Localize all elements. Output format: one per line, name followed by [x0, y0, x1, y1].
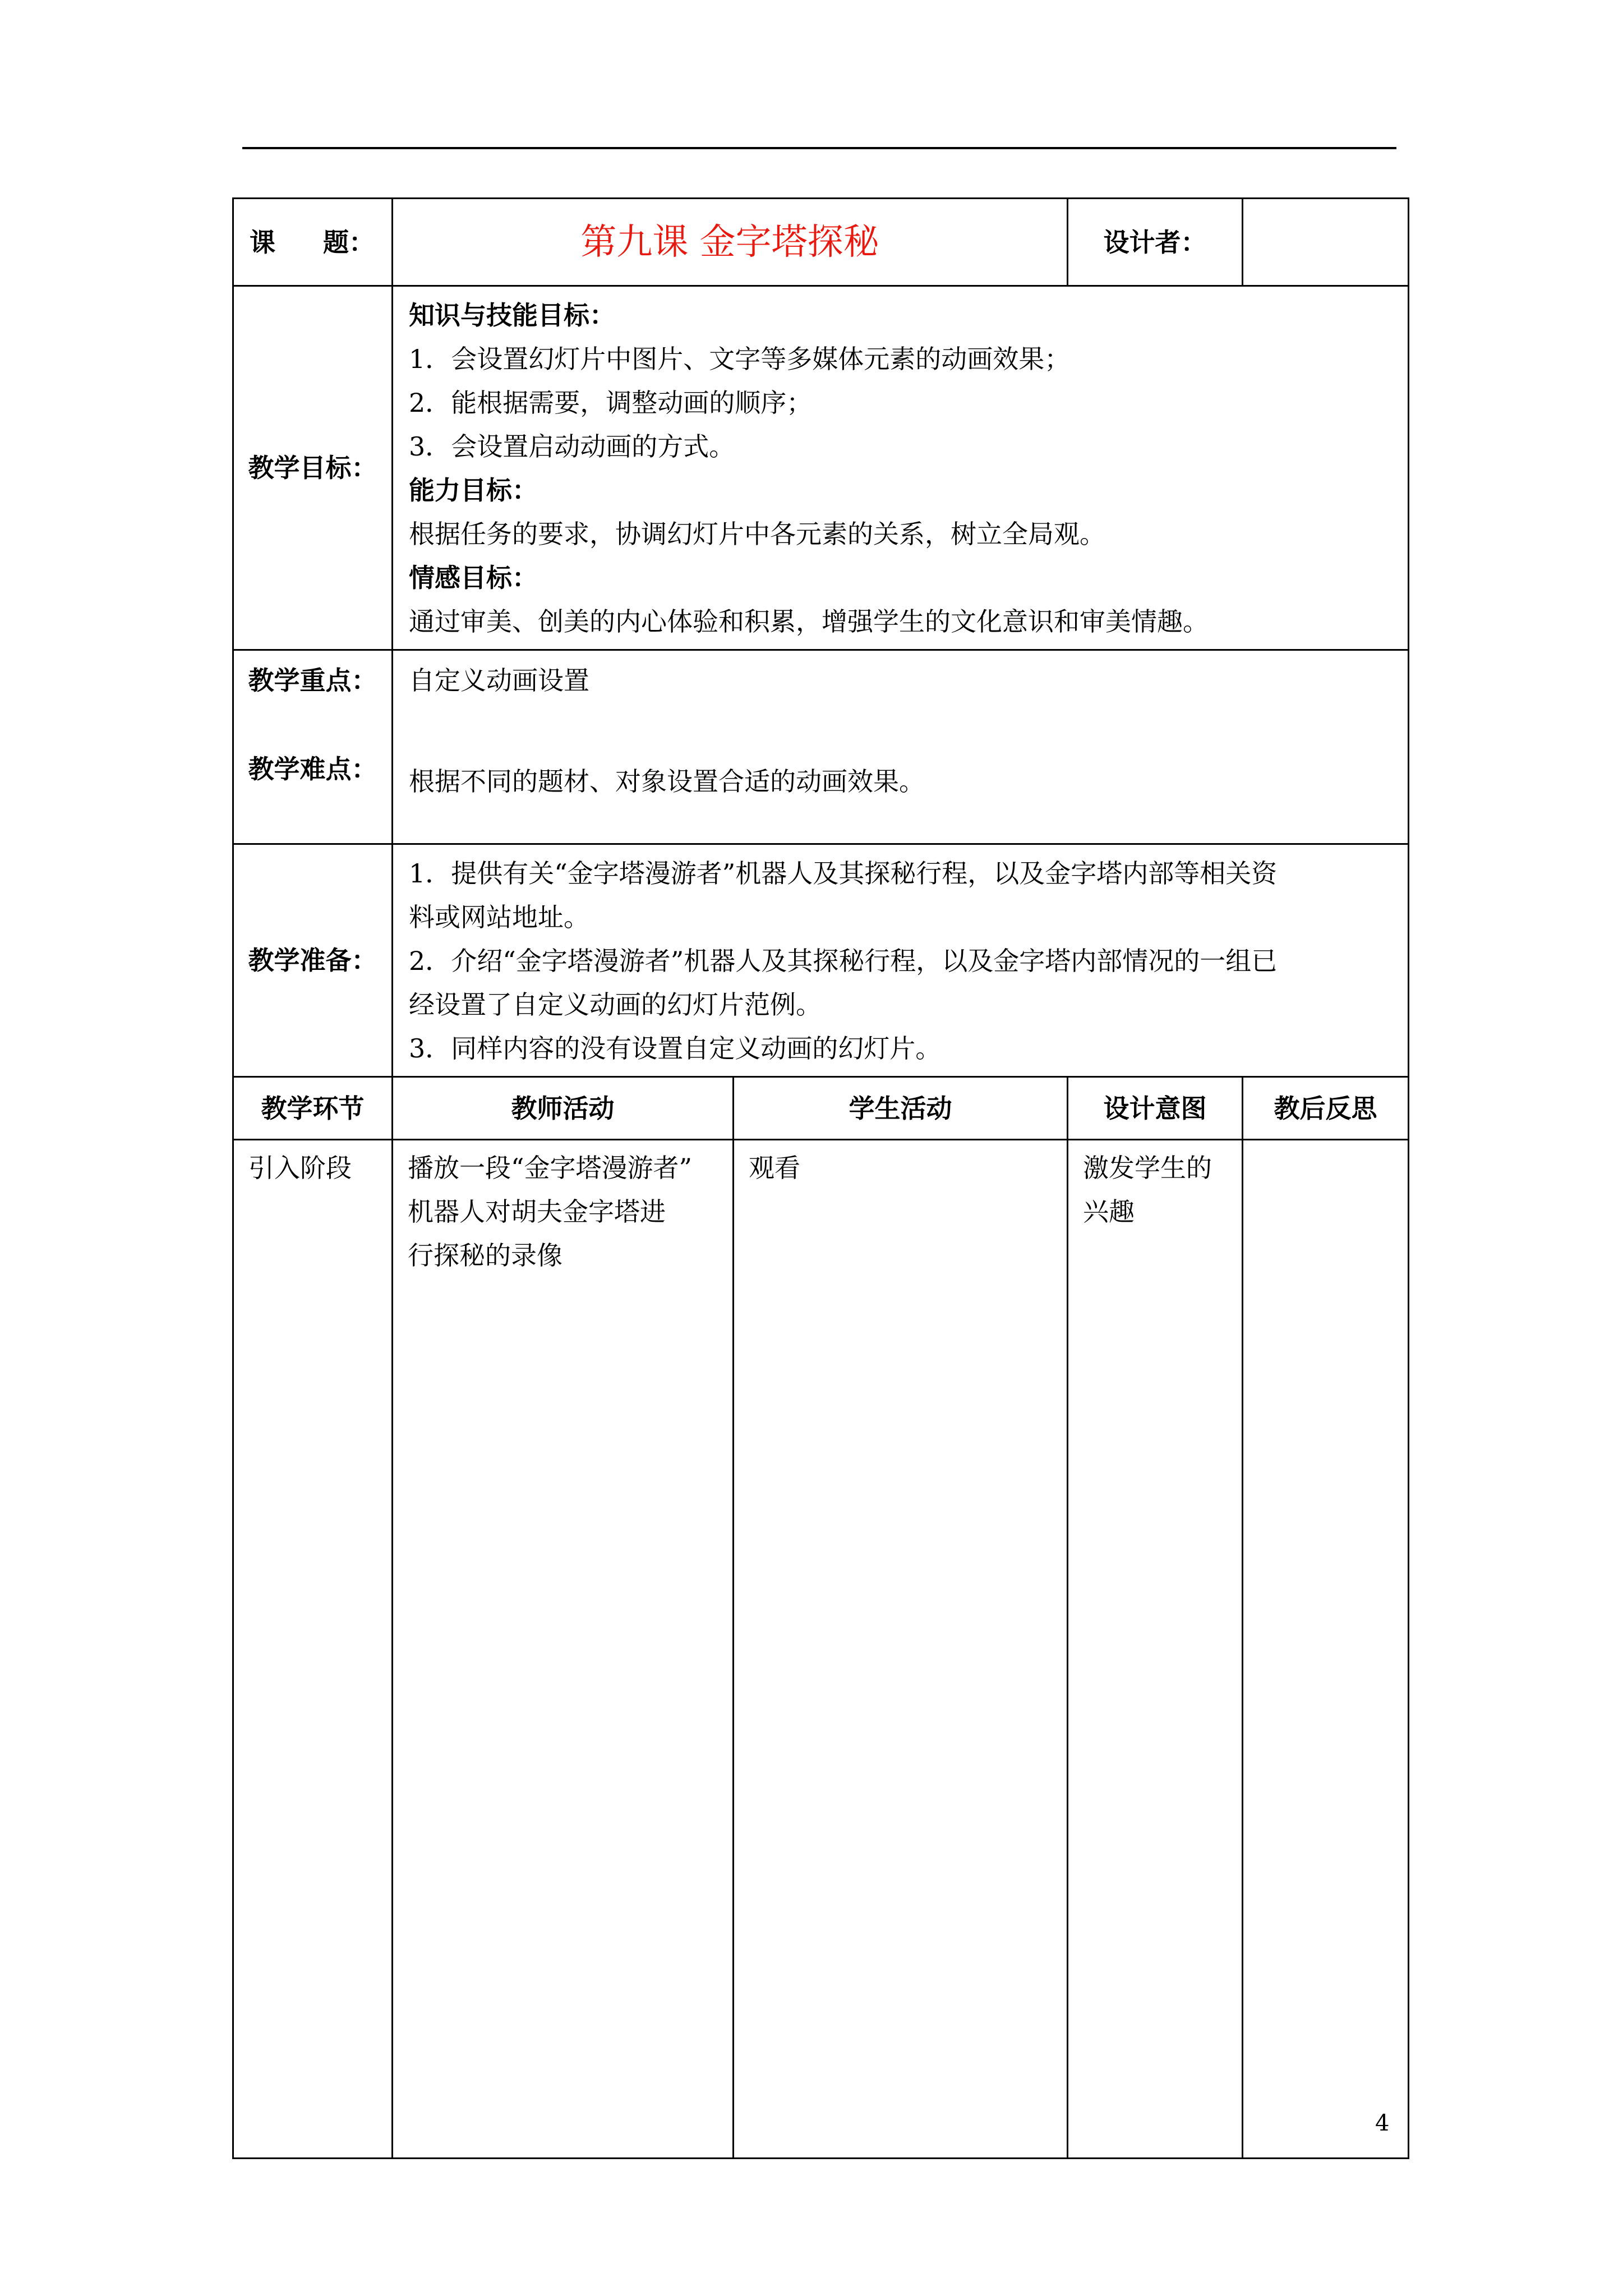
student-activity-text: 观看 [749, 1153, 800, 1183]
ability-text: 根据任务的要求，协调幻灯片中各元素的关系，树立全局观。 [409, 519, 1105, 549]
key-points-row [233, 650, 1409, 844]
header-stage [233, 1077, 393, 1140]
designer-value-cell [1243, 199, 1409, 286]
emotion-text: 通过审美、创美的内心体验和积累，增强学生的文化意识和审美情趣。 [409, 606, 1209, 637]
lesson-title: 第九课 金字塔探秘 [580, 221, 879, 263]
design-intent-cell [1068, 1140, 1243, 2159]
header-reflection-text: 教后反思 [1274, 1093, 1377, 1124]
teacher-activity-line: 机器人对胡夫金字塔进 [408, 1197, 666, 1227]
header-rule [242, 147, 1396, 149]
header-teacher-text: 教师活动 [511, 1093, 615, 1124]
preparation-line: 经设置了自定义动画的幻灯片范例。 [409, 990, 822, 1020]
difficulties-text: 根据不同的题材、对象设置合适的动画效果。 [409, 766, 925, 797]
objectives-content [393, 286, 1409, 650]
lesson-title-cell [393, 199, 1068, 286]
teacher-activity-line: 播放一段“金字塔漫游者” [408, 1153, 693, 1183]
key-points-label-cell [233, 650, 393, 844]
preparation-line: 1．提供有关“金字塔漫游者”机器人及其探秘行程，以及金字塔内部等相关资 [409, 858, 1278, 889]
preparation-label-cell [233, 844, 393, 1077]
knowledge-heading: 知识与技能目标： [409, 300, 615, 330]
design-intent-line: 兴趣 [1083, 1197, 1135, 1227]
header-student [734, 1077, 1068, 1140]
key-points-label: 教学重点： [248, 665, 377, 696]
designer-label: 设计者： [1103, 227, 1207, 257]
student-activity-cell [734, 1140, 1068, 2159]
lesson-plan-table [232, 197, 1409, 2159]
design-intent-line: 激发学生的 [1083, 1153, 1212, 1183]
preparation-label: 教学准备： [248, 945, 377, 976]
knowledge-item: 2．能根据需要，调整动画的顺序； [409, 388, 813, 418]
topic-label-right: 题： [323, 227, 375, 257]
preparation-content [393, 844, 1409, 1077]
preparation-line: 料或网站地址。 [409, 902, 589, 932]
preparation-row [233, 844, 1409, 1077]
header-stage-text: 教学环节 [261, 1093, 365, 1124]
header-teacher [393, 1077, 734, 1140]
process-header-row [233, 1077, 1409, 1140]
topic-row [233, 199, 1409, 286]
teacher-activity-cell [393, 1140, 734, 2159]
designer-label-cell [1068, 199, 1243, 286]
preparation-line: 2．介绍“金字塔漫游者”机器人及其探秘行程，以及金字塔内部情况的一组已 [409, 946, 1278, 976]
objectives-row [233, 286, 1409, 650]
objectives-label-cell [233, 286, 393, 650]
teacher-activity-line: 行探秘的录像 [408, 1240, 562, 1271]
topic-label-left: 课 [250, 227, 275, 257]
key-points-content [393, 650, 1409, 844]
header-reflection [1243, 1077, 1409, 1140]
difficulties-label: 教学难点： [248, 754, 377, 784]
emotion-heading: 情感目标： [409, 563, 538, 593]
ability-heading: 能力目标： [409, 475, 538, 505]
page-number: 4 [1375, 2110, 1390, 2136]
header-student-text: 学生活动 [849, 1093, 952, 1124]
knowledge-item: 1．会设置幻灯片中图片、文字等多媒体元素的动画效果； [409, 344, 1071, 374]
reflection-cell [1243, 1140, 1409, 2159]
stage-cell [233, 1140, 393, 2159]
preparation-line: 3．同样内容的没有设置自定义动画的幻灯片。 [409, 1033, 942, 1064]
key-points-text: 自定义动画设置 [409, 665, 589, 696]
table-row [233, 1140, 1409, 2159]
stage-text: 引入阶段 [248, 1153, 352, 1183]
topic-label-cell [233, 199, 393, 286]
topic-label [234, 220, 391, 264]
objectives-label: 教学目标： [248, 453, 377, 483]
knowledge-item: 3．会设置启动动画的方式。 [409, 431, 735, 462]
header-intent-text: 设计意图 [1103, 1093, 1207, 1124]
header-intent [1068, 1077, 1243, 1140]
